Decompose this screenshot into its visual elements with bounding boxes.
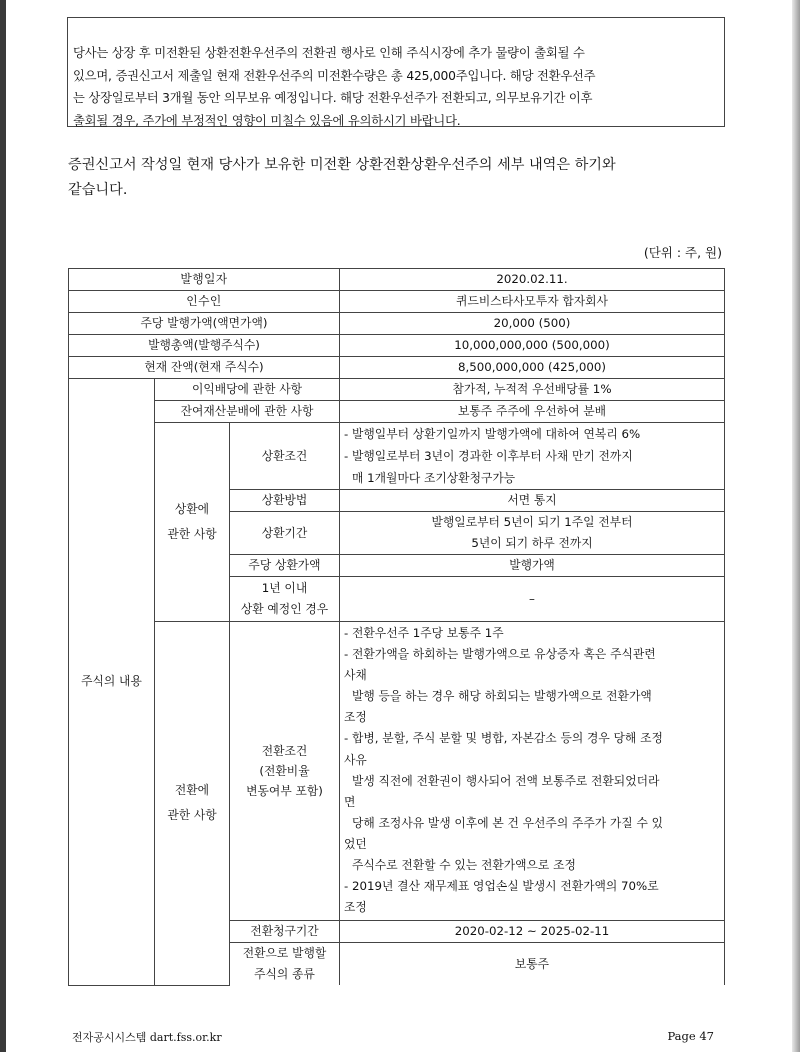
- price-label: 주당 발행가액(액면가액): [69, 313, 340, 335]
- within-year-label: [230, 577, 340, 622]
- redemption-cond-line: - 발행일부터 상환기일까지 발행가액에 대하여 연복리 6%: [344, 427, 641, 441]
- conversion-period-value: 2020-02-12 ~ 2025-02-11: [340, 921, 725, 943]
- conversion-cond-line: 사유: [344, 752, 367, 767]
- table-row: [69, 401, 725, 423]
- conversion-cond-label: [230, 622, 340, 921]
- conversion-cond-line: 조정: [344, 900, 367, 915]
- conversion-label-line: 전환에: [174, 783, 210, 798]
- notice-line: 당사는 상장 후 미전환된 상환전환우선주의 전환권 행사로 인해 주식시장에 추가 물량이 출회될 수: [73, 46, 585, 60]
- conversion-cond-line: - 합병, 분할, 주식 분할 및 병합, 자본감소 등의 경우 당해 조정: [344, 731, 663, 746]
- table-row: [69, 357, 725, 379]
- conversion-type-value: 보통주: [340, 943, 725, 986]
- notice-line: 있으며, 증권신고서 제출일 현재 전환우선주의 미전환수량은 총 425,000주입니다. 해당 전환우선주: [73, 68, 596, 83]
- conversion-cond-line: 사채: [344, 668, 367, 683]
- balance-value: 8,500,000,000 (425,000): [340, 357, 725, 379]
- notice-line: 출회될 경우, 주가에 부정적인 영향이 미칠수 있음에 유의하시기 바랍니다.: [73, 113, 461, 128]
- underwriter-value: 퀴드비스타사모투자 합자회사: [340, 291, 725, 313]
- notice-line: 는 상장일로부터 3개월 동안 의무보유 예정입니다. 해당 전환우선주가 전환되고, 의무보유기간 이후: [73, 91, 593, 105]
- redemption-cond-line: 매 1개월마다 조기상환청구가능: [352, 471, 516, 485]
- redemption-method-label: 상환방법: [230, 490, 340, 512]
- redemption-label-line: 상환에: [174, 502, 210, 516]
- conversion-cond-line: 주식수로 전환할 수 있는 전환가액으로 조정: [352, 858, 576, 873]
- conversion-cond-line: 었던: [344, 836, 367, 851]
- conversion-cond-line: 발행 등을 하는 경우 해당 하회되는 발행가액으로 전환가액: [352, 689, 652, 704]
- residual-label: 잔여재산분배에 관한 사항: [155, 401, 340, 423]
- conversion-label-line: 관한 사항: [167, 808, 217, 823]
- residual-value: 보통주 주주에 우선하여 분배: [340, 401, 725, 423]
- intro-line: 같습니다.: [68, 182, 128, 198]
- scan-edge-right: [792, 0, 800, 1052]
- redemption-period-line: 발행일로부터 5년이 되기 1주일 전부터: [431, 515, 633, 529]
- dividend-value: 참가적, 누적적 우선배당률 1%: [340, 379, 725, 401]
- intro-line: 증권신고서 작성일 현재 당사가 보유한 미전환 상환전환상환우선주의 세부 내역은 하기와: [68, 157, 616, 173]
- underwriter-label: 인수인: [69, 291, 340, 313]
- within-year-label-line: 상환 예정인 경우: [240, 602, 329, 616]
- dividend-label: 이익배당에 관한 사항: [155, 379, 340, 401]
- table-row: [69, 313, 725, 335]
- table-row: [69, 291, 725, 313]
- price-value: 20,000 (500): [340, 313, 725, 335]
- redemption-price-value: 발행가액: [340, 555, 725, 577]
- unit-label: (단위 : 주, 원): [643, 245, 722, 260]
- footer-page-number: Page 47: [667, 1029, 714, 1043]
- conversion-cond-line: - 2019년 결산 재무제표 영업손실 발생시 전환가액의 70%로: [344, 879, 659, 894]
- redemption-period-label: 상환기간: [230, 512, 340, 555]
- scan-edge-left: [0, 0, 6, 1052]
- conversion-cond-label-line: 변동여부 포함): [246, 784, 323, 798]
- conversion-cond-line: 면: [344, 794, 356, 809]
- conversion-cond-line: 발생 직전에 전환권이 행사되어 전액 보통주로 전환되었더라: [352, 773, 660, 788]
- conversion-cond-label-line: (전환비율: [259, 764, 310, 778]
- table-row: [69, 269, 725, 291]
- total-value: 10,000,000,000 (500,000): [340, 335, 725, 357]
- conversion-cond-line: 당해 조정사유 발생 이후에 본 건 우선주의 주주가 가질 수 있: [352, 815, 663, 830]
- redemption-section-label: [155, 423, 230, 622]
- conversion-type-label-line: 주식의 종류: [254, 967, 315, 981]
- conversion-cond-label-line: 전환조건: [261, 744, 308, 758]
- within-year-label-line: 1년 이내: [261, 581, 308, 595]
- redemption-cond-value: [340, 423, 725, 490]
- table-row: [69, 379, 725, 401]
- conversion-cond-line: 조정: [344, 710, 367, 725]
- table-row: [69, 622, 725, 921]
- table-row: [69, 335, 725, 357]
- conversion-cond-line: - 전환우선주 1주당 보통주 1주: [344, 626, 504, 640]
- conversion-cond-line: - 전환가액을 하회하는 발행가액으로 유상증자 혹은 주식관련: [344, 647, 656, 662]
- total-label: 발행총액(발행주식수): [69, 335, 340, 357]
- issue-date-label: 발행일자: [69, 269, 340, 291]
- redemption-cond-line: - 발행일로부터 3년이 경과한 이후부터 사채 만기 전까지: [344, 449, 633, 463]
- redemption-cond-label: 상환조건: [230, 423, 340, 490]
- redemption-label-line: 관한 사항: [167, 527, 217, 541]
- conversion-type-label-line: 전환으로 발행할: [242, 946, 327, 960]
- intro-paragraph: [68, 153, 728, 203]
- conversion-period-label: 전환청구기간: [230, 921, 340, 943]
- within-year-value: –: [340, 577, 725, 622]
- stock-content-label: 주식의 내용: [69, 379, 155, 986]
- conversion-section-label: [155, 622, 230, 986]
- conversion-cond-value: [340, 622, 725, 921]
- redemption-period-value: [340, 512, 725, 555]
- issue-date-value: 2020.02.11.: [340, 269, 725, 291]
- preferred-stock-table: [68, 268, 725, 986]
- balance-label: 현재 잔액(현재 주식수): [69, 357, 340, 379]
- conversion-type-label: [230, 943, 340, 986]
- footer-source: 전자공시시스템 dart.fss.or.kr: [72, 1031, 222, 1044]
- redemption-method-value: 서면 통지: [340, 490, 725, 512]
- redemption-price-label: 주당 상환가액: [230, 555, 340, 577]
- redemption-period-line: 5년이 되기 하루 전까지: [471, 536, 593, 550]
- notice-box: [67, 17, 725, 127]
- page-cut-mask: [68, 1009, 724, 1015]
- table-row: [69, 423, 725, 490]
